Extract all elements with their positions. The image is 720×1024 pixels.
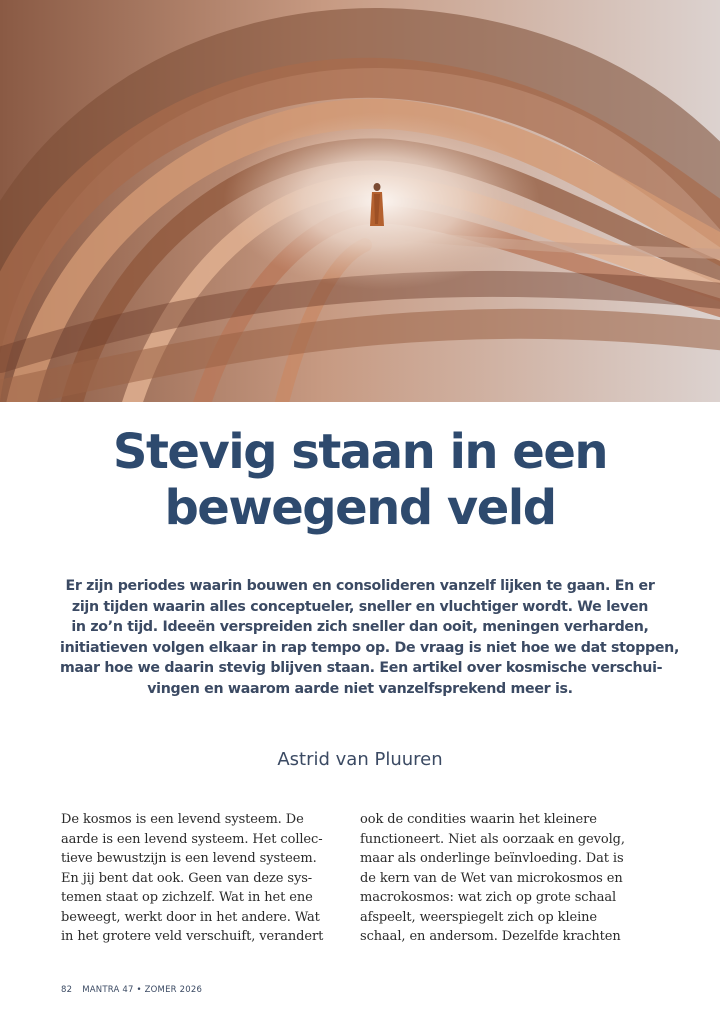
title-line: bewegend veld xyxy=(164,480,556,536)
hero-image xyxy=(0,0,720,402)
lead-line: in zo’n tijd. Ideeën verspreiden zich sneller dan ooit, meningen verharden, xyxy=(71,619,649,635)
body-column-right xyxy=(360,810,640,947)
article-title xyxy=(0,424,720,536)
issue-info: MANTRA 47 • ZOMER 2026 xyxy=(82,985,203,995)
article-lead xyxy=(60,576,680,699)
page-footer xyxy=(61,985,202,995)
body-line: tieve bewustzijn is een levend systeem. xyxy=(61,851,317,866)
body-line: De kosmos is een levend systeem. De xyxy=(61,812,304,827)
body-line: macrokosmos: wat zich op grote schaal xyxy=(360,890,617,905)
lead-line: zijn tijden waarin alles conceptueler, sneller en vluchtiger wordt. We leven xyxy=(71,598,649,615)
body-line: schaal, en andersom. Dezelfde krachten xyxy=(360,929,621,944)
body-line: temen staat op zichzelf. Wat in het ene xyxy=(61,890,313,905)
lead-line: Er zijn periodes waarin bouwen en consolideren vanzelf lijken te gaan. En er xyxy=(65,578,655,594)
body-line: ook de condities waarin het kleinere xyxy=(360,812,597,827)
title-line: Stevig staan in een xyxy=(112,424,608,480)
author-name: Astrid van Pluuren xyxy=(277,749,443,770)
body-line: de kern van de Wet van microkosmos en xyxy=(360,870,623,886)
lead-line: maar hoe we daarin stevig blijven staan. Een artikel over kosmische verschui- xyxy=(60,660,663,676)
page-number: 82 xyxy=(61,985,73,995)
body-line: maar als onderlinge beïnvloeding. Dat is xyxy=(360,851,624,866)
body-column-left xyxy=(61,810,341,947)
body-line: En jij bent dat ook. Geen van deze sys- xyxy=(61,870,313,886)
body-line: beweegt, werkt door in het andere. Wat xyxy=(61,909,320,925)
body-line: afspeelt, weerspiegelt zich op kleine xyxy=(360,909,598,925)
body-line: in het grotere veld verschuift, verandert xyxy=(61,929,324,944)
lead-line: vingen en waarom aarde niet vanzelfsprekend meer is. xyxy=(147,680,573,697)
swirling-sand-vortex-image xyxy=(0,0,720,402)
body-line: functioneert. Niet als oorzaak en gevolg, xyxy=(360,831,625,847)
body-line: aarde is een levend systeem. Het collec- xyxy=(61,831,323,847)
lead-line: initiatieven volgen elkaar in rap tempo op. De vraag is niet hoe we dat stoppen, xyxy=(60,639,680,656)
